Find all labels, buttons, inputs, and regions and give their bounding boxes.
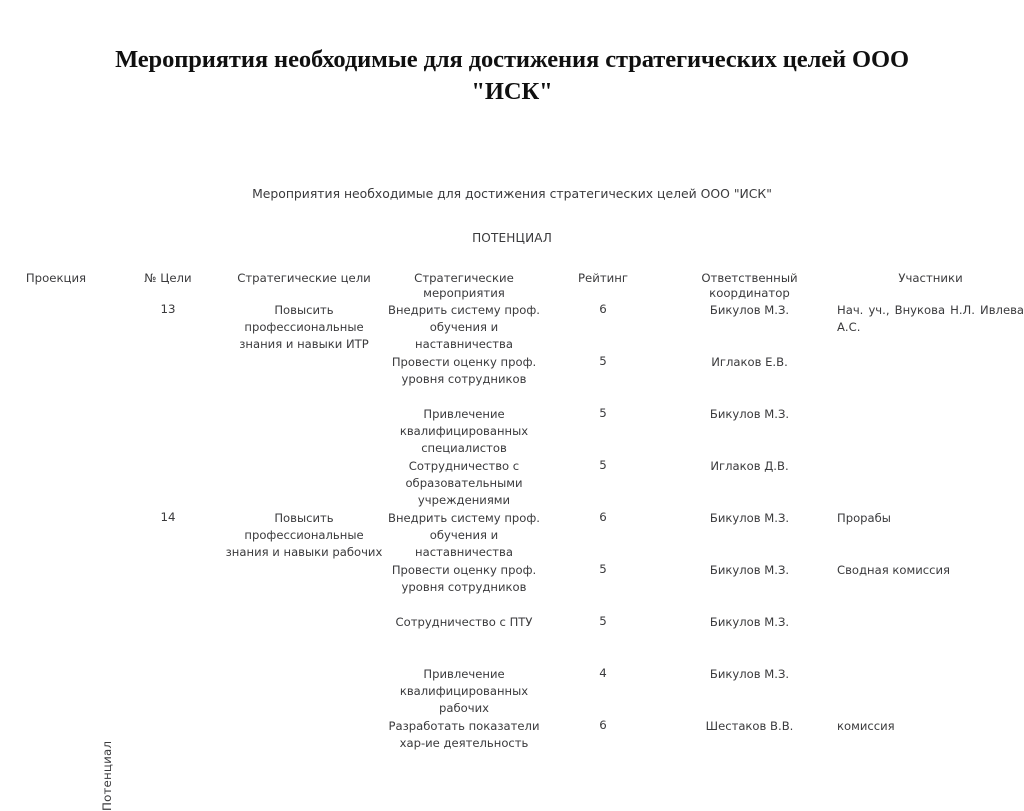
column-header-rating: Рейтинг: [577, 270, 629, 285]
table-row: [0, 510, 1024, 562]
projection-cell: [0, 302, 112, 770]
table-header-row: [0, 245, 1024, 302]
column-header-strategic-measures: Стратегические мероприятия: [414, 270, 514, 301]
rating-value: 6: [599, 717, 607, 732]
strategic-goal: Повысить профессиональные знания и навыки рабочих: [225, 510, 383, 559]
responsible-coordinator: Шестаков В.В.: [705, 718, 794, 733]
section-label-potential: ПОТЕНЦИАЛ: [472, 230, 552, 245]
responsible-coordinator: Бикулов М.З.: [709, 302, 790, 317]
strategic-measure: Провести оценку проф. уровня сотрудников: [391, 354, 537, 386]
rating-value: 5: [599, 561, 607, 576]
strategic-measure: Привлечение квалифицированных рабочих: [399, 666, 529, 715]
strategic-goal: Повысить профессиональные знания и навыки ИТР: [239, 302, 369, 351]
rating-value: 4: [599, 665, 607, 680]
strategic-measure: Привлечение квалифицированных специалистов: [399, 406, 529, 455]
responsible-coordinator: Иглаков Д.В.: [710, 458, 789, 473]
strategic-measure: Сотрудничество с образовательными учреждениями: [405, 458, 523, 507]
strategic-measure: Провести оценку проф. уровня сотрудников: [391, 562, 537, 594]
table-row: [0, 302, 1024, 354]
participants: [837, 458, 1024, 510]
rating-value: 5: [599, 613, 607, 628]
rating-value: 5: [599, 353, 607, 368]
goal-number: 13: [160, 301, 176, 316]
strategic-measure: Разработать показатели хар-ие деятельность: [388, 718, 540, 750]
column-header-goal-number: № Цели: [144, 270, 192, 285]
participants: [837, 614, 1024, 666]
rating-value: 5: [599, 457, 607, 472]
participants: [837, 354, 1024, 406]
rating-value: 6: [599, 509, 607, 524]
participants: комиссия: [837, 718, 895, 733]
responsible-coordinator: Бикулов М.З.: [709, 406, 790, 421]
table-caption: Мероприятия необходимые для достижения стратегических целей ООО "ИСК": [252, 186, 772, 201]
goal-number: 14: [160, 509, 176, 524]
responsible-coordinator: Бикулов М.З.: [709, 510, 790, 525]
table-caption-row: [0, 186, 1024, 205]
participants: Прорабы: [837, 510, 891, 525]
participants: [837, 406, 1024, 458]
responsible-coordinator: Иглаков Е.В.: [711, 354, 788, 369]
page-title: Мероприятия необходимые для достижения стратегических целей ООО "ИСК": [115, 46, 909, 106]
column-header-projection: Проекция: [25, 270, 87, 285]
responsible-coordinator: Бикулов М.З.: [709, 614, 790, 629]
rating-value: 5: [599, 405, 607, 420]
strategic-measures-table-wrap: [0, 186, 1024, 770]
participants: Сводная комиссия: [837, 562, 951, 577]
column-header-participants: Участники: [898, 270, 963, 285]
strategic-measure: Сотрудничество с ПТУ: [395, 614, 533, 629]
participants: Нач. уч., Внукова Н.Л. Ивлева А.С.: [837, 302, 1024, 334]
projection-vertical-label: Потенциал: [100, 740, 114, 811]
responsible-coordinator: Бикулов М.З.: [709, 666, 790, 681]
section-label-row: [0, 205, 1024, 245]
column-header-strategic-goals: Стратегические цели: [237, 270, 371, 285]
strategic-measure: Внедрить систему проф. обучения и наставничества: [388, 510, 540, 559]
rating-value: 6: [599, 301, 607, 316]
participants: [837, 666, 1024, 718]
strategic-measures-table: [0, 186, 1024, 770]
responsible-coordinator: Бикулов М.З.: [709, 562, 790, 577]
strategic-measure: Внедрить систему проф. обучения и наставничества: [388, 302, 540, 351]
column-header-responsible-coordinator: Ответственный координатор: [701, 270, 798, 301]
